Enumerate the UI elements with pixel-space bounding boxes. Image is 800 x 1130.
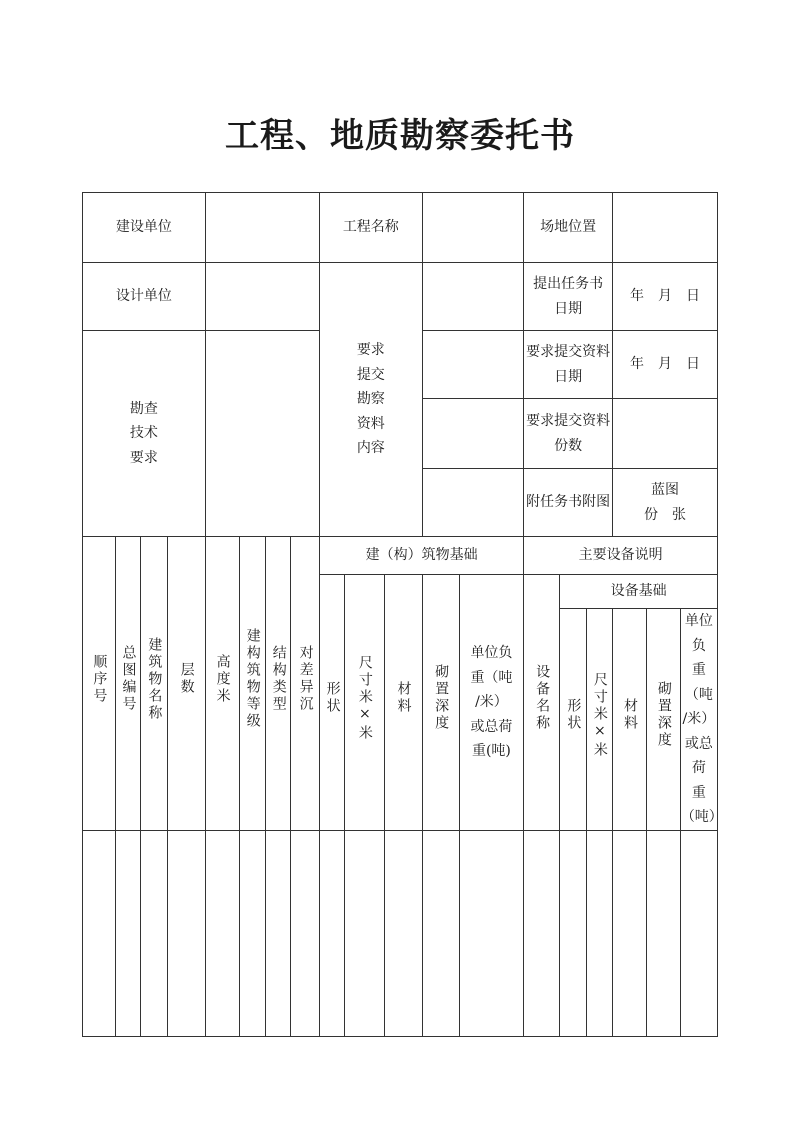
eq-name: 设备名称 xyxy=(524,575,560,831)
req-content-field-2[interactable] xyxy=(422,331,524,399)
data-cell[interactable] xyxy=(384,830,422,1036)
page-title: 工程、地质勘察委托书 xyxy=(225,116,575,156)
survey-req-field[interactable] xyxy=(205,331,319,537)
building-foundation-group: 建（构）筑物基础 xyxy=(320,537,524,575)
col-structure: 结构类型 xyxy=(266,537,291,831)
data-cell[interactable] xyxy=(680,830,717,1036)
eq-foundation-group: 设备基础 xyxy=(560,575,718,609)
col-grade: 建构筑物等级 xyxy=(239,537,265,831)
ef-shape: 形状 xyxy=(560,609,586,831)
bf-material: 材料 xyxy=(384,575,422,831)
data-cell[interactable] xyxy=(141,830,167,1036)
design-unit-label: 设计单位 xyxy=(83,263,206,331)
project-name-field[interactable] xyxy=(422,193,524,263)
col-height: 高度米 xyxy=(205,537,239,831)
table-row xyxy=(83,830,718,1036)
data-cell[interactable] xyxy=(422,830,459,1036)
req-date-field[interactable]: 年 月 日 xyxy=(613,331,718,399)
col-building-name: 建筑物名称 xyxy=(141,537,167,831)
req-copies-field[interactable] xyxy=(613,399,718,469)
bf-load: 单位负 重（吨 /米） 或总荷 重(吨) xyxy=(459,575,524,831)
data-cell[interactable] xyxy=(459,830,524,1036)
ef-load: 单位负 重（吨 /米） 或总荷 重（吨） xyxy=(680,609,717,831)
req-content-label: 要求 提交 勘察 资料 内容 xyxy=(320,263,423,537)
site-location-label: 场地位置 xyxy=(524,193,613,263)
ef-depth: 砌置深度 xyxy=(646,609,680,831)
data-cell[interactable] xyxy=(291,830,320,1036)
col-floors: 层数 xyxy=(167,537,205,831)
data-cell[interactable] xyxy=(266,830,291,1036)
req-copies-label: 要求提交资料 份数 xyxy=(524,399,613,469)
ef-material: 材料 xyxy=(613,609,647,831)
req-content-field-3[interactable] xyxy=(422,399,524,469)
bf-shape: 形状 xyxy=(320,575,345,831)
data-cell[interactable] xyxy=(345,830,384,1036)
data-cell[interactable] xyxy=(646,830,680,1036)
data-cell[interactable] xyxy=(83,830,116,1036)
build-unit-field[interactable] xyxy=(205,193,319,263)
data-cell[interactable] xyxy=(205,830,239,1036)
req-content-field-1[interactable] xyxy=(422,263,524,331)
build-unit-label: 建设单位 xyxy=(83,193,206,263)
data-cell[interactable] xyxy=(524,830,560,1036)
data-cell[interactable] xyxy=(320,830,345,1036)
bf-size: 尺寸米×米 xyxy=(345,575,384,831)
data-cell[interactable] xyxy=(586,830,612,1036)
equipment-group: 主要设备说明 xyxy=(524,537,718,575)
data-cell[interactable] xyxy=(167,830,205,1036)
data-cell[interactable] xyxy=(239,830,265,1036)
attached-label: 附任务书附图 xyxy=(524,469,613,537)
design-unit-field[interactable] xyxy=(205,263,319,331)
data-cell[interactable] xyxy=(613,830,647,1036)
col-settlement: 对差异沉 xyxy=(291,537,320,831)
task-date-field[interactable]: 年 月 日 xyxy=(613,263,718,331)
site-location-field[interactable] xyxy=(613,193,718,263)
col-seq: 顺序号 xyxy=(83,537,116,831)
req-content-field-4[interactable] xyxy=(422,469,524,537)
ef-size: 尺寸米×米 xyxy=(586,609,612,831)
req-date-label: 要求提交资料 日期 xyxy=(524,331,613,399)
commission-form xyxy=(82,192,723,1037)
task-date-label: 提出任务书 日期 xyxy=(524,263,613,331)
project-name-label: 工程名称 xyxy=(320,193,423,263)
col-plan-no: 总图编号 xyxy=(115,537,140,831)
survey-req-label: 勘查 技术 要求 xyxy=(83,331,206,537)
data-cell[interactable] xyxy=(560,830,586,1036)
blueprint-field[interactable]: 蓝图 份 张 xyxy=(613,469,718,537)
data-cell[interactable] xyxy=(115,830,140,1036)
bf-depth: 砌置深度 xyxy=(422,575,459,831)
